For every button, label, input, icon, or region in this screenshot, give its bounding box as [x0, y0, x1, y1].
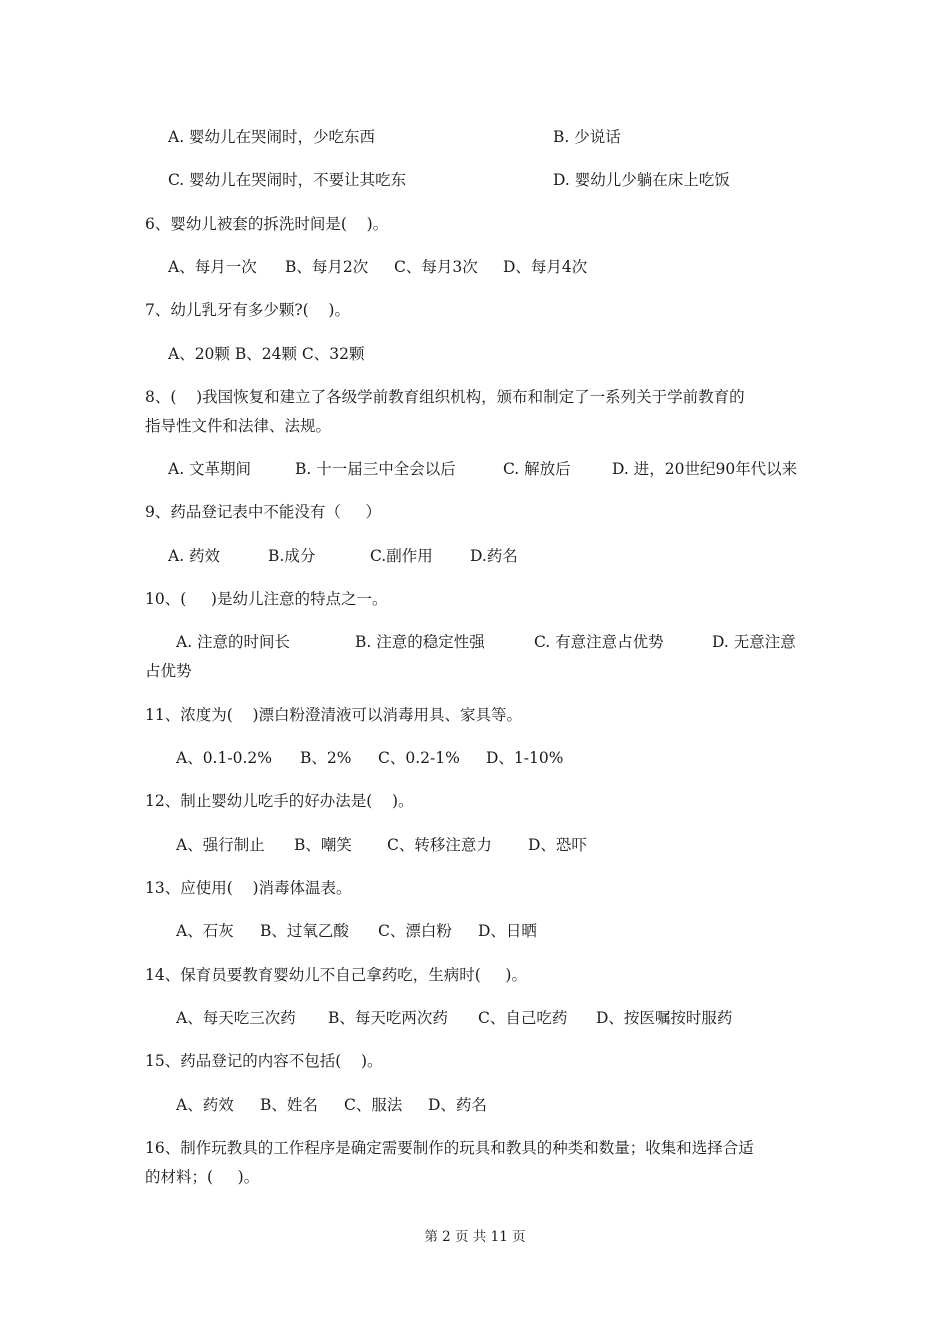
option-d: D.药名 [470, 547, 518, 565]
option-a: A、药效 [176, 1096, 234, 1114]
question-10 [0, 586, 950, 612]
option-b: B、过氧乙酸 [260, 922, 349, 940]
question-text: 7、幼儿乳牙有多少颗?( )。 [145, 301, 350, 319]
question-13-options [0, 918, 950, 944]
q5-options-row2 [0, 167, 950, 193]
question-14 [0, 962, 950, 988]
question-text: 15、药品登记的内容不包括( )。 [145, 1052, 383, 1070]
question-text: 13、应使用( )消毒体温表。 [145, 879, 352, 897]
option-d: D、药名 [428, 1096, 487, 1114]
option-c: C、自己吃药 [478, 1009, 568, 1027]
question-10-options [0, 629, 950, 655]
option-a: A. 药效 [168, 547, 221, 565]
option-a: A、每月一次 [168, 258, 257, 276]
option-c: C. 婴幼儿在哭闹时，不要让其吃东 [168, 171, 407, 189]
option-d: D、恐吓 [528, 836, 587, 854]
question-6-options [0, 254, 950, 280]
option-d-cont: 占优势 [145, 662, 192, 680]
option-b: B、每天吃两次药 [328, 1009, 448, 1027]
question-11-options [0, 745, 950, 771]
question-text-cont: 的材料；( )。 [145, 1168, 260, 1186]
option-b: B、嘲笑 [294, 836, 352, 854]
option-c: C、每月3次 [394, 258, 478, 276]
question-12-options [0, 832, 950, 858]
page-number: 第 2 页 共 11 页 [424, 1229, 526, 1245]
option-c: C、0.2-1% [378, 749, 460, 767]
option-d: D、日晒 [478, 922, 537, 940]
option-b: B. 注意的稳定性强 [355, 633, 485, 651]
question-13 [0, 875, 950, 901]
option-d: D. 进，20世纪90年代以来 [612, 460, 798, 478]
option-c: C. 解放后 [503, 460, 571, 478]
option-a: A、石灰 [176, 922, 234, 940]
option-a: A、强行制止 [176, 836, 265, 854]
option-b: B、2% [300, 749, 352, 767]
question-text: 6、婴幼儿被套的拆洗时间是( )。 [145, 215, 389, 233]
option-b: B. 少说话 [553, 128, 621, 146]
question-text: 16、制作玩教具的工作程序是确定需要制作的玩具和教具的种类和数量；收集和选择合适 [145, 1139, 754, 1157]
question-15 [0, 1048, 950, 1074]
option-b: B. 十一届三中全会以后 [295, 460, 456, 478]
question-11 [0, 702, 950, 728]
option-d: D、1-10% [486, 749, 564, 767]
question-8-options [0, 456, 950, 482]
question-9-options [0, 543, 950, 569]
question-9 [0, 499, 950, 525]
option-a: A、0.1-0.2% [176, 749, 272, 767]
question-10-options-cont [0, 658, 950, 684]
option-d: D. 无意注意 [712, 633, 796, 651]
question-7-options [0, 341, 950, 367]
q5-options-row1 [0, 124, 950, 150]
question-8-line2 [0, 413, 950, 439]
question-text: 11、浓度为( )漂白粉澄清液可以消毒用具、家具等。 [145, 706, 523, 724]
question-text: 14、保育员要教育婴幼儿不自己拿药吃，生病时( )。 [145, 966, 527, 984]
option-c: C.副作用 [370, 547, 433, 565]
question-14-options [0, 1005, 950, 1031]
option-a: A. 文革期间 [168, 460, 252, 478]
option-c: C、转移注意力 [387, 836, 492, 854]
option-a: A. 注意的时间长 [176, 633, 291, 651]
option-a: A、每天吃三次药 [176, 1009, 296, 1027]
question-16-line1 [0, 1135, 950, 1161]
option-b: B.成分 [268, 547, 316, 565]
question-text: 9、药品登记表中不能没有（ ） [145, 503, 381, 521]
option-d: D. 婴幼儿少躺在床上吃饭 [553, 171, 730, 189]
option-d: D、每月4次 [503, 258, 588, 276]
option-c: C、服法 [344, 1096, 403, 1114]
option-c: C. 有意注意占优势 [534, 633, 664, 651]
option-c: C、漂白粉 [378, 922, 452, 940]
options-text: A、20颗 B、24颗 C、32颗 [168, 345, 365, 363]
question-6 [0, 211, 950, 237]
question-15-options [0, 1092, 950, 1118]
question-text: 8、( )我国恢复和建立了各级学前教育组织机构，颁布和制定了一系列关于学前教育的 [145, 388, 745, 406]
option-b: B、每月2次 [285, 258, 369, 276]
question-7 [0, 297, 950, 323]
option-d: D、按医嘱按时服药 [596, 1009, 733, 1027]
option-b: B、姓名 [260, 1096, 318, 1114]
question-16-line2 [0, 1164, 950, 1190]
question-text: 12、制止婴幼儿吃手的好办法是( )。 [145, 792, 414, 810]
question-text-cont: 指导性文件和法律、法规。 [145, 417, 332, 435]
option-a: A. 婴幼儿在哭闹时，少吃东西 [168, 128, 376, 146]
question-8-line1 [0, 384, 950, 410]
question-12 [0, 788, 950, 814]
question-text: 10、( )是幼儿注意的特点之一。 [145, 590, 388, 608]
